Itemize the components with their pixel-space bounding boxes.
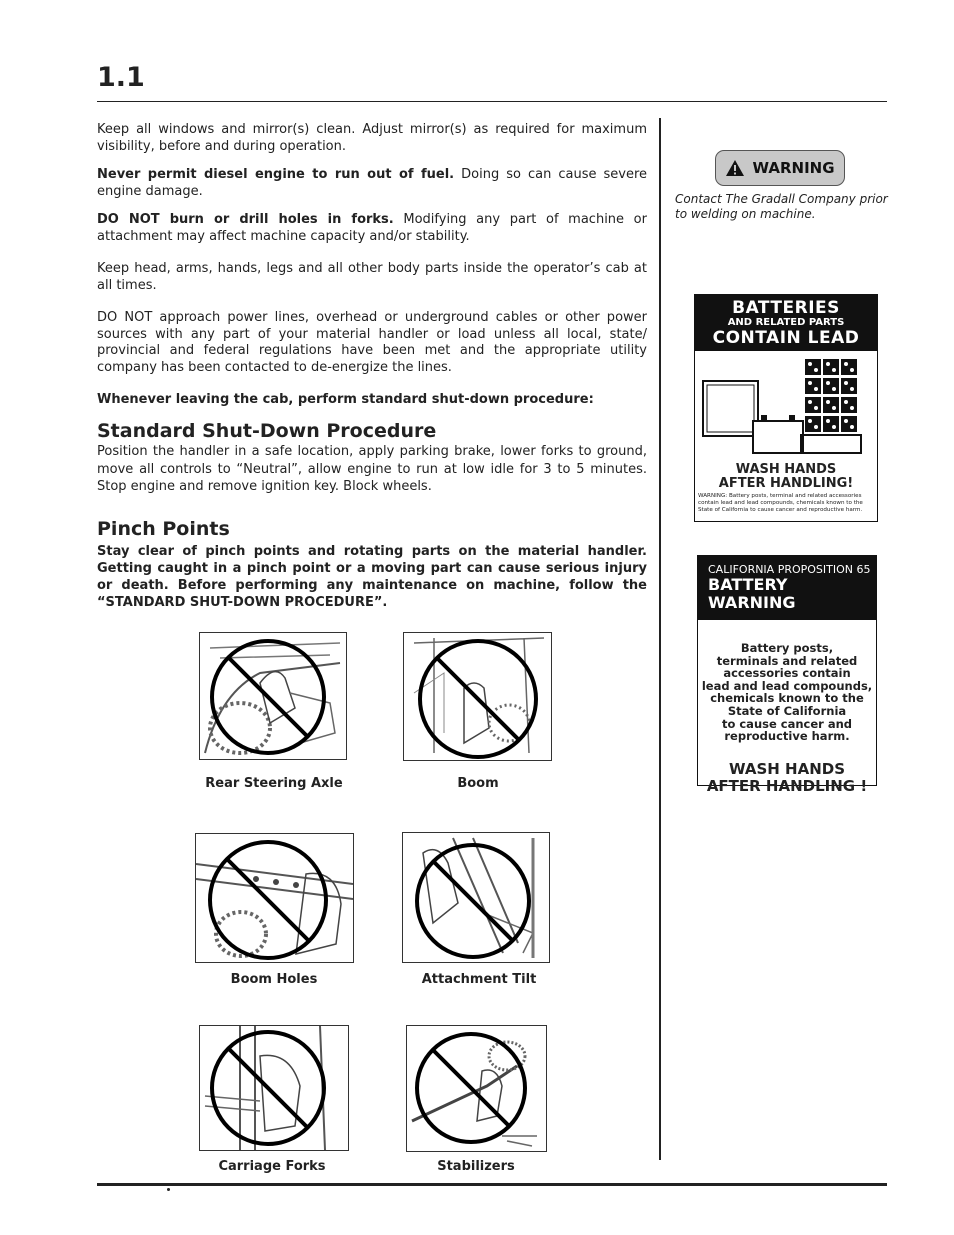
lead-decal-header xyxy=(695,295,877,351)
heading-shutdown: Standard Shut-Down Procedure xyxy=(97,420,437,442)
prop65-decal-header xyxy=(698,556,876,620)
welding-note: Contact The Gradall Company prior to welding on machine. xyxy=(675,192,888,221)
warning-badge xyxy=(715,150,845,186)
warning-badge-label: WARNING xyxy=(752,159,835,177)
heading-pinch-points: Pinch Points xyxy=(97,518,230,540)
prop65-body-line: accessories contain xyxy=(723,666,851,681)
lead-decal-wash-line1: WASH HANDS xyxy=(735,462,837,477)
battery-stack-illustration xyxy=(695,351,875,459)
pinch-image-carriage-forks xyxy=(199,1025,349,1151)
paragraph-power-lines: DO NOT approach power lines, overhead or underground cables or other power sources with any part of your material handler or load unless all local, state/ provincial and federal regulations have been met and the appropriate utility company has been contacted to de-energize the lines. xyxy=(97,310,647,375)
pinch-image-boom xyxy=(403,632,552,761)
prop65-decal-line1: CALIFORNIA PROPOSITION 65 xyxy=(708,563,871,576)
lead-decal-wash-line2: AFTER HANDLING! xyxy=(718,476,854,491)
paragraph-fuel xyxy=(97,167,647,200)
column-divider xyxy=(659,118,661,1160)
lead-decal-line3: CONTAIN LEAD xyxy=(712,328,860,348)
section-number: 1.1 xyxy=(97,62,145,93)
caption-rear-steering-axle: Rear Steering Axle xyxy=(205,776,343,791)
fuel-warning-rest: Doing so can cause severe engine damage. xyxy=(97,167,648,199)
footer-dot xyxy=(167,1188,170,1191)
lead-decal-fine-print: WARNING: Battery posts, terminal and related accessories contain lead and lead compounds, chemicals known to the State of California to cause cancer and reproductive harm. xyxy=(698,493,863,513)
prop65-decal-body xyxy=(698,642,876,743)
caption-attachment-tilt: Attachment Tilt xyxy=(421,972,537,987)
lead-decal-line1: BATTERIES xyxy=(732,298,840,318)
lead-decal-line2: AND RELATED PARTS xyxy=(727,317,845,328)
prop65-wash-line2: AFTER HANDLING ! xyxy=(706,776,868,795)
prop65-battery-decal xyxy=(697,555,877,795)
pinch-image-stabilizers xyxy=(406,1025,547,1152)
lead-decal-wash-hands xyxy=(695,463,877,491)
caption-boom-holes: Boom Holes xyxy=(230,972,318,987)
paragraph-body-parts: Keep head, arms, hands, legs and all other body parts inside the operator’s cab at all times. xyxy=(97,261,647,293)
forks-warning-rest: Modifying any part of machine or attachment may affect machine capacity and/or stability. xyxy=(97,212,647,244)
fuel-warning-bold: Never permit diesel engine to run out of fuel. xyxy=(97,167,455,182)
prop65-body-line: lead and lead compounds, xyxy=(701,678,873,693)
paragraph-mirrors: Keep all windows and mirror(s) clean. Adjust mirror(s) as required for maximum visibility, before and during operation. xyxy=(97,122,647,154)
prop65-decal-wash-hands xyxy=(698,761,876,795)
paragraph-forks xyxy=(97,212,647,245)
prop65-decal-line2: BATTERY WARNING xyxy=(708,575,796,612)
prop65-body-line: to cause cancer and xyxy=(721,716,853,731)
prop65-wash-line1: WASH HANDS xyxy=(728,759,846,778)
bottom-divider xyxy=(97,1183,887,1186)
caption-stabilizers: Stabilizers xyxy=(437,1159,515,1174)
prop65-body-line: reproductive harm. xyxy=(724,729,850,744)
pinch-image-boom-holes xyxy=(195,833,354,963)
pinch-image-attachment-tilt xyxy=(402,832,550,963)
caption-carriage-forks: Carriage Forks xyxy=(218,1159,326,1174)
paragraph-shutdown: Position the handler in a safe location, apply parking brake, lower forks to ground, move all controls to “Neutral”, allow engine to run at low idle for 3 to 5 minutes. Stop engine and remove ignition key. Block wheels. xyxy=(97,444,647,494)
top-divider xyxy=(97,101,887,102)
paragraph-leaving-cab: Whenever leaving the cab, perform standard shut-down procedure: xyxy=(97,392,594,407)
batteries-lead-decal xyxy=(694,294,878,522)
paragraph-pinch-points: Stay clear of pinch points and rotating parts on the material handler. Getting caught in a pinch point or a moving part can cause serious injury or death. Before performing any maintenance on machine, follow the “STANDARD SHUT-DOWN PROCEDURE”. xyxy=(97,544,647,610)
forks-warning-bold: DO NOT burn or drill holes in forks. xyxy=(97,212,394,227)
caption-boom: Boom xyxy=(457,776,499,791)
prop65-body-line: terminals and related xyxy=(716,653,858,668)
warning-triangle-icon xyxy=(725,159,745,177)
prop65-body-line: Battery posts, xyxy=(740,641,834,655)
pinch-image-rear-steering-axle xyxy=(199,632,347,760)
prop65-body-line: chemicals known to the xyxy=(710,691,864,706)
prop65-body-line: State of California xyxy=(727,703,847,718)
